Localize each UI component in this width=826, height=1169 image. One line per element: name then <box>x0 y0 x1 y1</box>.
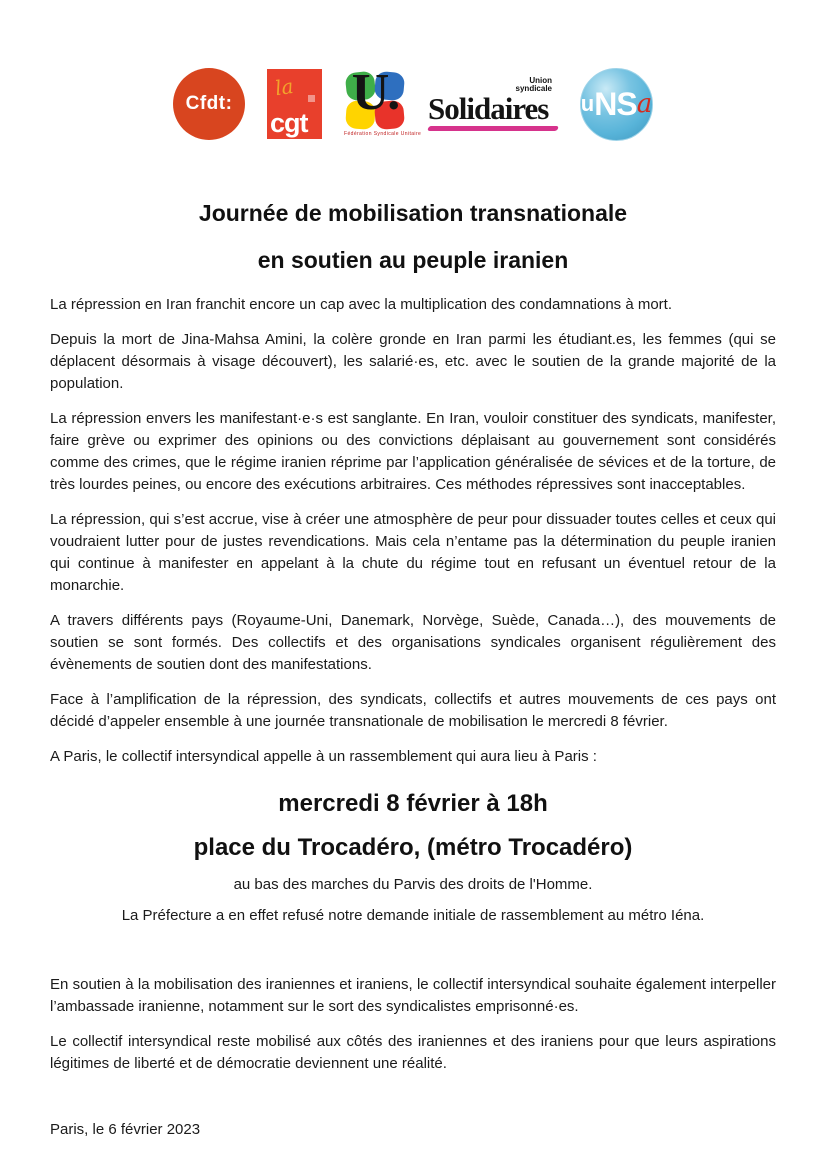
paragraph: A travers différents pays (Royaume-Uni, Danemark, Norvège, Suède, Canada…), des mouvements de soutien se sont formés. Des collectifs et des organisations syndicales organisent régulièrement des évènements de soutien dont des manifestations. <box>50 612 776 673</box>
event-detail-1: au bas des marches du Parvis des droits de l'Homme. <box>233 876 593 893</box>
cgt-logo-script: la <box>273 73 295 101</box>
event-datetime: mercredi 8 février à 18h <box>278 790 548 817</box>
fsu-logo-caption: Fédération Syndicale Unitaire <box>344 130 422 137</box>
body-text <box>50 294 776 768</box>
paragraph: Depuis la mort de Jina-Mahsa Amini, la colère gronde en Iran parmi les étudiant.es, les femmes (qui se déplacent désormais à visage découvert), les salarié·es, etc. avec le soutien de la grande majorité de la population. <box>50 331 776 392</box>
event-detail-2: La Préfecture a en effet refusé notre demande initiale de rassemblement au métro Iéna. <box>121 907 705 924</box>
paragraph: Face à l’amplification de la répression, des syndicats, collectifs et autres mouvements de ces pays ont décidé d’appeler ensemble à une journée transnationale de mobilisation le mercredi 8 février. <box>50 691 776 730</box>
cfdt-logo-label: Cfdt: <box>185 93 233 114</box>
solidaires-logo <box>428 77 558 132</box>
cgt-logo <box>267 69 322 139</box>
fsu-logo-letter: U. <box>351 63 399 121</box>
unsa-logo-ns: NS <box>594 85 637 122</box>
document-title-line2: en soutien au peuple iranien <box>257 247 569 273</box>
paragraph: La répression, qui s’est accrue, vise à créer une atmosphère de peur pour dissuader toutes celles et ceux qui voudraient lutter pour de justes revendications. Mais cela n’entame pas la détermination du peuple iranien qui continue à manifester en appelant à la chute du régime tout en refusant un éventuel retour de la monarchie. <box>50 511 776 594</box>
dateline: Paris, le 6 février 2023 <box>50 1121 201 1138</box>
unsa-logo-a: a <box>636 89 653 119</box>
unsa-logo-u: u <box>580 91 595 116</box>
document-title-line1: Journée de mobilisation transnationale <box>198 200 628 226</box>
paragraph: La répression envers les manifestant·e·s est sanglante. En Iran, vouloir constituer des syndicats, manifester, faire grève ou exprimer des opinions ou des convictions déplaisant au gouvernement sont considérés comme des crimes, que le régime iranien réprime par l’application généralisée de sévices et de la torture, de très lourdes peines, ou encore des exécutions arbitraires. Ces méthodes répressives sont inacceptables. <box>50 410 776 493</box>
unsa-logo <box>580 68 653 141</box>
solidaires-logo-label: Solidaires <box>428 91 549 127</box>
closing-text <box>50 974 776 1075</box>
cgt-logo-dot <box>308 95 315 102</box>
solidaires-small-line1: Union <box>529 75 552 85</box>
paragraph: En soutien à la mobilisation des iraniennes et iraniens, le collectif intersyndical souhaite également interpeller l’ambassade iranienne, notamment sur le sort des syndicalistes emprisonné·es. <box>50 976 776 1015</box>
cgt-logo-label: cgt <box>270 108 308 138</box>
fsu-logo-grid <box>346 63 404 129</box>
cfdt-logo <box>173 68 245 140</box>
paragraph: Le collectif intersyndical reste mobilisé aux côtés des iraniennes et des iraniens pour que leurs aspirations légitimes de liberté et de démocratie deviennent une réalité. <box>50 1033 776 1072</box>
union-logos-row <box>0 0 826 144</box>
paragraph: La répression en Iran franchit encore un cap avec la multiplication des condamnations à mort. <box>50 296 673 313</box>
paragraph: A Paris, le collectif intersyndical appelle à un rassemblement qui aura lieu à Paris : <box>50 748 597 765</box>
fsu-logo <box>344 63 422 137</box>
solidaires-small-line2: syndicale <box>515 84 552 93</box>
event-location: place du Trocadéro, (métro Trocadéro) <box>193 834 633 861</box>
solidaires-logo-underline <box>427 126 559 131</box>
